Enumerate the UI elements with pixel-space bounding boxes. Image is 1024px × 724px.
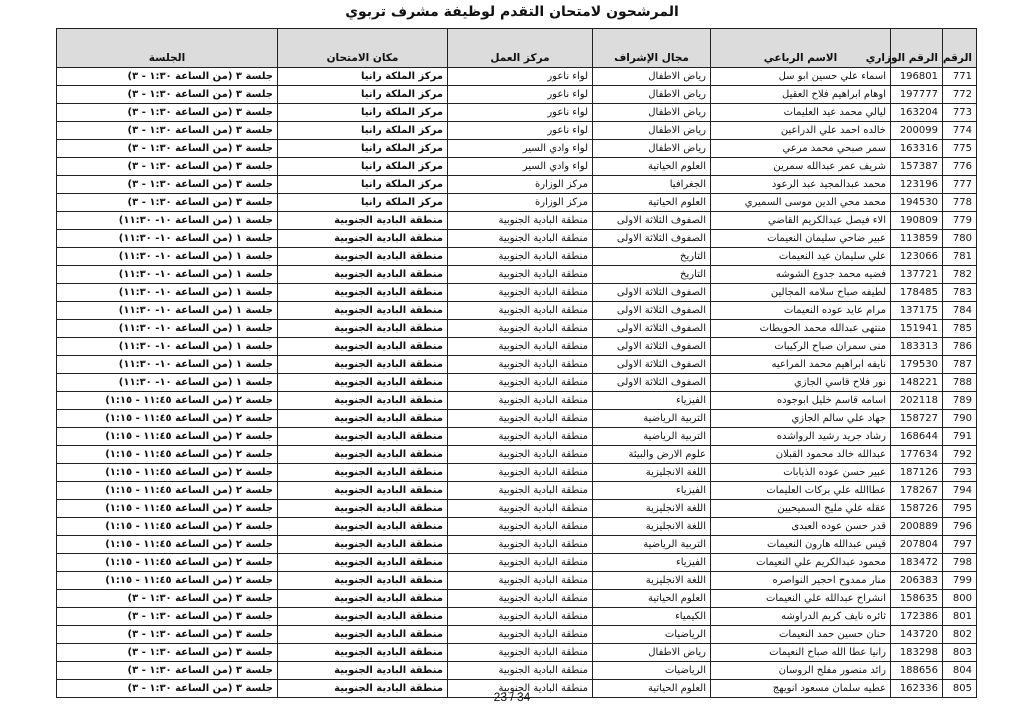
cell-work-center: منطقة البادية الجنوبية bbox=[448, 626, 593, 644]
cell-work-center: منطقة البادية الجنوبية bbox=[448, 284, 593, 302]
cell-work-center: منطقة البادية الجنوبية bbox=[448, 500, 593, 518]
cell-num: 786 bbox=[943, 338, 977, 356]
table-row bbox=[57, 410, 977, 428]
cell-exam-place: منطقة البادية الجنوبية bbox=[278, 626, 448, 644]
cell-session: جلسة ٢ (من الساعة ١١:٤٥ - ١:١٥) bbox=[57, 428, 278, 446]
cell-name: عبدالله خالد محمود القبلان bbox=[711, 446, 891, 464]
cell-field: الفيزياء bbox=[593, 392, 711, 410]
cell-session: جلسة ١ (من الساعة ١٠- ١١:٣٠) bbox=[57, 284, 278, 302]
cell-ministry-id: 178267 bbox=[891, 482, 943, 500]
cell-session: جلسة ٣ (من الساعة ١:٣٠ - ٣) bbox=[57, 140, 278, 158]
page-number: 23 / 34 bbox=[493, 690, 531, 704]
cell-num: 775 bbox=[943, 140, 977, 158]
table-row bbox=[57, 626, 977, 644]
table-row bbox=[57, 464, 977, 482]
cell-field: الصفوف الثلاثة الاولى bbox=[593, 302, 711, 320]
cell-exam-place: مركز الملكة رانيا bbox=[278, 104, 448, 122]
cell-name: عطاالله علي بركات العليمات bbox=[711, 482, 891, 500]
cell-num: 777 bbox=[943, 176, 977, 194]
table-row bbox=[57, 284, 977, 302]
table-row bbox=[57, 104, 977, 122]
cell-session: جلسة ٣ (من الساعة ١:٣٠ - ٣) bbox=[57, 590, 278, 608]
cell-work-center: منطقة البادية الجنوبية bbox=[448, 482, 593, 500]
cell-session: جلسة ١ (من الساعة ١٠- ١١:٣٠) bbox=[57, 266, 278, 284]
cell-ministry-id: 187126 bbox=[891, 464, 943, 482]
table-row bbox=[57, 572, 977, 590]
cell-ministry-id: 194530 bbox=[891, 194, 943, 212]
cell-name: محمد عبدالمجيد عبد الرعود bbox=[711, 176, 891, 194]
cell-session: جلسة ٣ (من الساعة ١:٣٠ - ٣) bbox=[57, 680, 278, 698]
cell-exam-place: منطقة البادية الجنوبية bbox=[278, 590, 448, 608]
cell-name: سمر صبحي محمد مرعي bbox=[711, 140, 891, 158]
cell-ministry-id: 172386 bbox=[891, 608, 943, 626]
cell-ministry-id: 183472 bbox=[891, 554, 943, 572]
cell-ministry-id: 206383 bbox=[891, 572, 943, 590]
table-row bbox=[57, 536, 977, 554]
cell-name: شريف عمر عبدالله سمرين bbox=[711, 158, 891, 176]
cell-session: جلسة ٢ (من الساعة ١١:٤٥ - ١:١٥) bbox=[57, 392, 278, 410]
cell-num: 774 bbox=[943, 122, 977, 140]
cell-name: رائد منصور مفلح الروسان bbox=[711, 662, 891, 680]
cell-name: منى سمران صباح الركيبات bbox=[711, 338, 891, 356]
cell-field: العلوم الحياتية bbox=[593, 158, 711, 176]
cell-work-center: لواء وادي السير bbox=[448, 158, 593, 176]
cell-field: الجغرافيا bbox=[593, 176, 711, 194]
cell-work-center: منطقة البادية الجنوبية bbox=[448, 680, 593, 698]
cell-num: 785 bbox=[943, 320, 977, 338]
cell-work-center: منطقة البادية الجنوبية bbox=[448, 518, 593, 536]
cell-exam-place: منطقة البادية الجنوبية bbox=[278, 662, 448, 680]
cell-field: الرياضيات bbox=[593, 662, 711, 680]
cell-session: جلسة ٢ (من الساعة ١١:٤٥ - ١:١٥) bbox=[57, 500, 278, 518]
table-row bbox=[57, 122, 977, 140]
cell-work-center: مركز الوزارة bbox=[448, 194, 593, 212]
cell-exam-place: منطقة البادية الجنوبية bbox=[278, 284, 448, 302]
cell-num: 772 bbox=[943, 86, 977, 104]
table-body bbox=[57, 68, 977, 698]
table-row bbox=[57, 554, 977, 572]
cell-name: انشراح عبدالله علي النعيمات bbox=[711, 590, 891, 608]
cell-ministry-id: 190809 bbox=[891, 212, 943, 230]
cell-session: جلسة ٣ (من الساعة ١:٣٠ - ٣) bbox=[57, 608, 278, 626]
cell-work-center: منطقة البادية الجنوبية bbox=[448, 410, 593, 428]
table-row bbox=[57, 428, 977, 446]
cell-field: التربية الرياضية bbox=[593, 428, 711, 446]
cell-ministry-id: 123066 bbox=[891, 248, 943, 266]
cell-session: جلسة ٣ (من الساعة ١:٣٠ - ٣) bbox=[57, 104, 278, 122]
cell-exam-place: منطقة البادية الجنوبية bbox=[278, 428, 448, 446]
cell-name: عقله علي مليح السميحيين bbox=[711, 500, 891, 518]
table-row bbox=[57, 212, 977, 230]
cell-session: جلسة ٣ (من الساعة ١:٣٠ - ٣) bbox=[57, 122, 278, 140]
cell-session: جلسة ٣ (من الساعة ١:٣٠ - ٣) bbox=[57, 158, 278, 176]
cell-num: 773 bbox=[943, 104, 977, 122]
table-row bbox=[57, 644, 977, 662]
header-exam-place: مكان الامتحان bbox=[278, 29, 448, 68]
cell-work-center: منطقة البادية الجنوبية bbox=[448, 644, 593, 662]
cell-num: 793 bbox=[943, 464, 977, 482]
table-row bbox=[57, 176, 977, 194]
cell-field: الرياضيات bbox=[593, 626, 711, 644]
cell-exam-place: منطقة البادية الجنوبية bbox=[278, 572, 448, 590]
cell-num: 779 bbox=[943, 212, 977, 230]
cell-ministry-id: 123196 bbox=[891, 176, 943, 194]
cell-ministry-id: 202118 bbox=[891, 392, 943, 410]
cell-num: 778 bbox=[943, 194, 977, 212]
cell-session: جلسة ٣ (من الساعة ١:٣٠ - ٣) bbox=[57, 662, 278, 680]
cell-exam-place: منطقة البادية الجنوبية bbox=[278, 518, 448, 536]
header-num: الرقم bbox=[943, 29, 977, 68]
cell-name: حنان حسين حمد النعيمات bbox=[711, 626, 891, 644]
cell-exam-place: مركز الملكة رانيا bbox=[278, 86, 448, 104]
cell-name: علي سليمان عيد النعيمات bbox=[711, 248, 891, 266]
cell-ministry-id: 162336 bbox=[891, 680, 943, 698]
cell-ministry-id: 113859 bbox=[891, 230, 943, 248]
cell-exam-place: منطقة البادية الجنوبية bbox=[278, 338, 448, 356]
cell-num: 787 bbox=[943, 356, 977, 374]
cell-name: لطيفه صباح سلامه المجالين bbox=[711, 284, 891, 302]
cell-exam-place: منطقة البادية الجنوبية bbox=[278, 356, 448, 374]
cell-field: اللغة الانجليزية bbox=[593, 518, 711, 536]
candidates-table bbox=[56, 28, 977, 698]
cell-session: جلسة ١ (من الساعة ١٠- ١١:٣٠) bbox=[57, 356, 278, 374]
cell-field: العلوم الحياتية bbox=[593, 680, 711, 698]
cell-session: جلسة ١ (من الساعة ١٠- ١١:٣٠) bbox=[57, 212, 278, 230]
table-row bbox=[57, 68, 977, 86]
cell-name: الاء فيصل عبدالكريم القاضي bbox=[711, 212, 891, 230]
cell-name: فضيه محمد جدوع الشوشه bbox=[711, 266, 891, 284]
cell-name: خالده احمد علي الدراعين bbox=[711, 122, 891, 140]
cell-ministry-id: 163316 bbox=[891, 140, 943, 158]
cell-session: جلسة ٢ (من الساعة ١١:٤٥ - ١:١٥) bbox=[57, 572, 278, 590]
table-row bbox=[57, 320, 977, 338]
cell-name: نور فلاح قاسي الجازي bbox=[711, 374, 891, 392]
cell-ministry-id: 200099 bbox=[891, 122, 943, 140]
cell-work-center: منطقة البادية الجنوبية bbox=[448, 446, 593, 464]
cell-num: 794 bbox=[943, 482, 977, 500]
cell-exam-place: منطقة البادية الجنوبية bbox=[278, 644, 448, 662]
cell-name: اوهام ابراهيم فلاح العقيل bbox=[711, 86, 891, 104]
cell-num: 798 bbox=[943, 554, 977, 572]
cell-session: جلسة ٣ (من الساعة ١:٣٠ - ٣) bbox=[57, 644, 278, 662]
cell-num: 804 bbox=[943, 662, 977, 680]
cell-num: 795 bbox=[943, 500, 977, 518]
cell-num: 797 bbox=[943, 536, 977, 554]
cell-work-center: منطقة البادية الجنوبية bbox=[448, 356, 593, 374]
table-row bbox=[57, 662, 977, 680]
cell-field: الصفوف الثلاثة الاولى bbox=[593, 338, 711, 356]
cell-field: الصفوف الثلاثة الاولى bbox=[593, 212, 711, 230]
cell-exam-place: منطقة البادية الجنوبية bbox=[278, 680, 448, 698]
cell-work-center: منطقة البادية الجنوبية bbox=[448, 266, 593, 284]
cell-num: 792 bbox=[943, 446, 977, 464]
cell-exam-place: مركز الملكة رانيا bbox=[278, 68, 448, 86]
cell-session: جلسة ٣ (من الساعة ١:٣٠ - ٣) bbox=[57, 194, 278, 212]
cell-num: 771 bbox=[943, 68, 977, 86]
table-row bbox=[57, 374, 977, 392]
table-row bbox=[57, 338, 977, 356]
cell-session: جلسة ٢ (من الساعة ١١:٤٥ - ١:١٥) bbox=[57, 410, 278, 428]
cell-ministry-id: 137721 bbox=[891, 266, 943, 284]
cell-name: ليالي محمد عيد العليمات bbox=[711, 104, 891, 122]
cell-ministry-id: 179530 bbox=[891, 356, 943, 374]
cell-name: جهاد علي سالم الجازي bbox=[711, 410, 891, 428]
cell-ministry-id: 158635 bbox=[891, 590, 943, 608]
cell-exam-place: منطقة البادية الجنوبية bbox=[278, 608, 448, 626]
cell-ministry-id: 183298 bbox=[891, 644, 943, 662]
table-row bbox=[57, 608, 977, 626]
table-row bbox=[57, 356, 977, 374]
table-row bbox=[57, 194, 977, 212]
table-row bbox=[57, 500, 977, 518]
cell-name: قيس عبدالله هارون النعيمات bbox=[711, 536, 891, 554]
cell-ministry-id: 197777 bbox=[891, 86, 943, 104]
cell-exam-place: مركز الملكة رانيا bbox=[278, 122, 448, 140]
cell-field: رياض الاطفال bbox=[593, 86, 711, 104]
cell-num: 800 bbox=[943, 590, 977, 608]
cell-num: 781 bbox=[943, 248, 977, 266]
cell-session: جلسة ٢ (من الساعة ١١:٤٥ - ١:١٥) bbox=[57, 464, 278, 482]
cell-work-center: منطقة البادية الجنوبية bbox=[448, 230, 593, 248]
cell-ministry-id: 178485 bbox=[891, 284, 943, 302]
cell-work-center: منطقة البادية الجنوبية bbox=[448, 608, 593, 626]
page-title: المرشحون لامتحان التقدم لوظيفة مشرف تربوي bbox=[345, 4, 679, 20]
cell-exam-place: منطقة البادية الجنوبية bbox=[278, 536, 448, 554]
cell-work-center: منطقة البادية الجنوبية bbox=[448, 428, 593, 446]
cell-num: 784 bbox=[943, 302, 977, 320]
cell-exam-place: مركز الملكة رانيا bbox=[278, 176, 448, 194]
cell-ministry-id: 177634 bbox=[891, 446, 943, 464]
cell-work-center: منطقة البادية الجنوبية bbox=[448, 338, 593, 356]
cell-ministry-id: 158726 bbox=[891, 500, 943, 518]
header-work-center: مركز العمل bbox=[448, 29, 593, 68]
cell-session: جلسة ٣ (من الساعة ١:٣٠ - ٣) bbox=[57, 626, 278, 644]
cell-ministry-id: 157387 bbox=[891, 158, 943, 176]
cell-work-center: منطقة البادية الجنوبية bbox=[448, 212, 593, 230]
cell-field: الفيزياء bbox=[593, 482, 711, 500]
cell-ministry-id: 188656 bbox=[891, 662, 943, 680]
cell-num: 776 bbox=[943, 158, 977, 176]
cell-name: نايفه ابراهيم محمد المراعيه bbox=[711, 356, 891, 374]
cell-num: 780 bbox=[943, 230, 977, 248]
cell-work-center: منطقة البادية الجنوبية bbox=[448, 320, 593, 338]
cell-field: الصفوف الثلاثة الاولى bbox=[593, 230, 711, 248]
cell-session: جلسة ٢ (من الساعة ١١:٤٥ - ١:١٥) bbox=[57, 446, 278, 464]
cell-session: جلسة ١ (من الساعة ١٠- ١١:٣٠) bbox=[57, 338, 278, 356]
cell-field: الصفوف الثلاثة الاولى bbox=[593, 284, 711, 302]
cell-exam-place: منطقة البادية الجنوبية bbox=[278, 212, 448, 230]
cell-field: التاريخ bbox=[593, 266, 711, 284]
cell-num: 803 bbox=[943, 644, 977, 662]
cell-ministry-id: 200889 bbox=[891, 518, 943, 536]
cell-session: جلسة ٢ (من الساعة ١١:٤٥ - ١:١٥) bbox=[57, 536, 278, 554]
cell-num: 802 bbox=[943, 626, 977, 644]
cell-session: جلسة ٣ (من الساعة ١:٣٠ - ٣) bbox=[57, 176, 278, 194]
table-row bbox=[57, 392, 977, 410]
cell-num: 801 bbox=[943, 608, 977, 626]
cell-exam-place: مركز الملكة رانيا bbox=[278, 140, 448, 158]
cell-field: التربية الرياضية bbox=[593, 410, 711, 428]
cell-work-center: لواء ناعور bbox=[448, 68, 593, 86]
cell-ministry-id: 148221 bbox=[891, 374, 943, 392]
cell-session: جلسة ١ (من الساعة ١٠- ١١:٣٠) bbox=[57, 248, 278, 266]
cell-field: الصفوف الثلاثة الاولى bbox=[593, 356, 711, 374]
cell-work-center: لواء ناعور bbox=[448, 86, 593, 104]
cell-num: 796 bbox=[943, 518, 977, 536]
cell-work-center: منطقة البادية الجنوبية bbox=[448, 554, 593, 572]
cell-exam-place: منطقة البادية الجنوبية bbox=[278, 230, 448, 248]
cell-ministry-id: 183313 bbox=[891, 338, 943, 356]
cell-field: علوم الارض والبيئة bbox=[593, 446, 711, 464]
cell-exam-place: منطقة البادية الجنوبية bbox=[278, 392, 448, 410]
cell-field: رياض الاطفال bbox=[593, 104, 711, 122]
cell-field: التاريخ bbox=[593, 248, 711, 266]
cell-ministry-id: 163204 bbox=[891, 104, 943, 122]
cell-exam-place: منطقة البادية الجنوبية bbox=[278, 410, 448, 428]
cell-session: جلسة ٣ (من الساعة ١:٣٠ - ٣) bbox=[57, 68, 278, 86]
cell-name: محمد محي الدين موسى السميري bbox=[711, 194, 891, 212]
cell-work-center: منطقة البادية الجنوبية bbox=[448, 662, 593, 680]
cell-ministry-id: 158727 bbox=[891, 410, 943, 428]
cell-session: جلسة ١ (من الساعة ١٠- ١١:٣٠) bbox=[57, 374, 278, 392]
cell-field: رياض الاطفال bbox=[593, 122, 711, 140]
cell-name: عبير حسن عوده الذيابات bbox=[711, 464, 891, 482]
cell-session: جلسة ٢ (من الساعة ١١:٤٥ - ١:١٥) bbox=[57, 482, 278, 500]
header-name: الاسم الرباعي bbox=[711, 29, 891, 68]
cell-work-center: مركز الوزارة bbox=[448, 176, 593, 194]
cell-name: منتهى عبدالله محمد الحويطات bbox=[711, 320, 891, 338]
cell-session: جلسة ٣ (من الساعة ١:٣٠ - ٣) bbox=[57, 86, 278, 104]
cell-work-center: منطقة البادية الجنوبية bbox=[448, 392, 593, 410]
cell-field: اللغة الانجليزية bbox=[593, 572, 711, 590]
cell-exam-place: منطقة البادية الجنوبية bbox=[278, 302, 448, 320]
header-field: مجال الإشراف bbox=[593, 29, 711, 68]
cell-num: 791 bbox=[943, 428, 977, 446]
cell-field: الصفوف الثلاثة الاولى bbox=[593, 320, 711, 338]
cell-work-center: منطقة البادية الجنوبية bbox=[448, 302, 593, 320]
table-row bbox=[57, 230, 977, 248]
table-row bbox=[57, 590, 977, 608]
cell-name: منار ممدوح احجير النواصره bbox=[711, 572, 891, 590]
cell-field: رياض الاطفال bbox=[593, 644, 711, 662]
cell-ministry-id: 137175 bbox=[891, 302, 943, 320]
table-header bbox=[57, 29, 977, 68]
cell-name: رانيا عطا الله صباح النعيمات bbox=[711, 644, 891, 662]
cell-name: محمود عبدالكريم علي النعيمات bbox=[711, 554, 891, 572]
table-row bbox=[57, 86, 977, 104]
cell-field: التربية الرياضية bbox=[593, 536, 711, 554]
cell-field: رياض الاطفال bbox=[593, 68, 711, 86]
cell-field: الصفوف الثلاثة الاولى bbox=[593, 374, 711, 392]
cell-exam-place: منطقة البادية الجنوبية bbox=[278, 248, 448, 266]
header-ministry-id: الرقم الوزاري bbox=[891, 29, 943, 68]
cell-field: رياض الاطفال bbox=[593, 140, 711, 158]
cell-session: جلسة ١ (من الساعة ١٠- ١١:٣٠) bbox=[57, 230, 278, 248]
table-row bbox=[57, 140, 977, 158]
cell-exam-place: مركز الملكة رانيا bbox=[278, 158, 448, 176]
cell-name: عطيه سلمان مسعود انويهج bbox=[711, 680, 891, 698]
cell-name: عبير ضاحي سليمان النعيمات bbox=[711, 230, 891, 248]
table-row bbox=[57, 266, 977, 284]
cell-exam-place: منطقة البادية الجنوبية bbox=[278, 554, 448, 572]
cell-work-center: منطقة البادية الجنوبية bbox=[448, 248, 593, 266]
cell-exam-place: منطقة البادية الجنوبية bbox=[278, 446, 448, 464]
cell-exam-place: منطقة البادية الجنوبية bbox=[278, 266, 448, 284]
table-row bbox=[57, 446, 977, 464]
cell-field: اللغة الانجليزية bbox=[593, 464, 711, 482]
cell-field: العلوم الحياتية bbox=[593, 194, 711, 212]
cell-session: جلسة ٢ (من الساعة ١١:٤٥ - ١:١٥) bbox=[57, 554, 278, 572]
cell-field: الفيزياء bbox=[593, 554, 711, 572]
cell-work-center: منطقة البادية الجنوبية bbox=[448, 536, 593, 554]
header-session: الجلسة bbox=[57, 29, 278, 68]
cell-exam-place: منطقة البادية الجنوبية bbox=[278, 500, 448, 518]
cell-name: مرام عايد عوده النعيمات bbox=[711, 302, 891, 320]
cell-num: 805 bbox=[943, 680, 977, 698]
cell-ministry-id: 168644 bbox=[891, 428, 943, 446]
cell-exam-place: مركز الملكة رانيا bbox=[278, 194, 448, 212]
table-row bbox=[57, 158, 977, 176]
cell-num: 782 bbox=[943, 266, 977, 284]
cell-session: جلسة ١ (من الساعة ١٠- ١١:٣٠) bbox=[57, 320, 278, 338]
cell-num: 790 bbox=[943, 410, 977, 428]
cell-work-center: منطقة البادية الجنوبية bbox=[448, 590, 593, 608]
table-row bbox=[57, 248, 977, 266]
cell-name: ثائره نايف كريم الدراوشه bbox=[711, 608, 891, 626]
cell-exam-place: منطقة البادية الجنوبية bbox=[278, 482, 448, 500]
table-row bbox=[57, 302, 977, 320]
cell-exam-place: منطقة البادية الجنوبية bbox=[278, 374, 448, 392]
cell-exam-place: منطقة البادية الجنوبية bbox=[278, 464, 448, 482]
cell-ministry-id: 196801 bbox=[891, 68, 943, 86]
cell-work-center: لواء ناعور bbox=[448, 122, 593, 140]
cell-name: اسماء علي حسين ابو سل bbox=[711, 68, 891, 86]
cell-ministry-id: 151941 bbox=[891, 320, 943, 338]
cell-num: 788 bbox=[943, 374, 977, 392]
cell-session: جلسة ٢ (من الساعة ١١:٤٥ - ١:١٥) bbox=[57, 518, 278, 536]
cell-work-center: منطقة البادية الجنوبية bbox=[448, 464, 593, 482]
cell-num: 799 bbox=[943, 572, 977, 590]
cell-name: رشاد جريد رشيد الرواشده bbox=[711, 428, 891, 446]
cell-work-center: لواء وادي السير bbox=[448, 140, 593, 158]
cell-field: الكيمياء bbox=[593, 608, 711, 626]
cell-ministry-id: 207804 bbox=[891, 536, 943, 554]
table-row bbox=[57, 518, 977, 536]
cell-session: جلسة ١ (من الساعة ١٠- ١١:٣٠) bbox=[57, 302, 278, 320]
cell-name: قدر حسن عوده العبدى bbox=[711, 518, 891, 536]
cell-work-center: منطقة البادية الجنوبية bbox=[448, 572, 593, 590]
table-row bbox=[57, 482, 977, 500]
cell-work-center: لواء ناعور bbox=[448, 104, 593, 122]
cell-num: 789 bbox=[943, 392, 977, 410]
cell-field: العلوم الحياتية bbox=[593, 590, 711, 608]
cell-ministry-id: 143720 bbox=[891, 626, 943, 644]
cell-name: اسامه قاسم خليل ابوجوده bbox=[711, 392, 891, 410]
cell-exam-place: منطقة البادية الجنوبية bbox=[278, 320, 448, 338]
cell-work-center: منطقة البادية الجنوبية bbox=[448, 374, 593, 392]
cell-field: اللغة الانجليزية bbox=[593, 500, 711, 518]
cell-num: 783 bbox=[943, 284, 977, 302]
